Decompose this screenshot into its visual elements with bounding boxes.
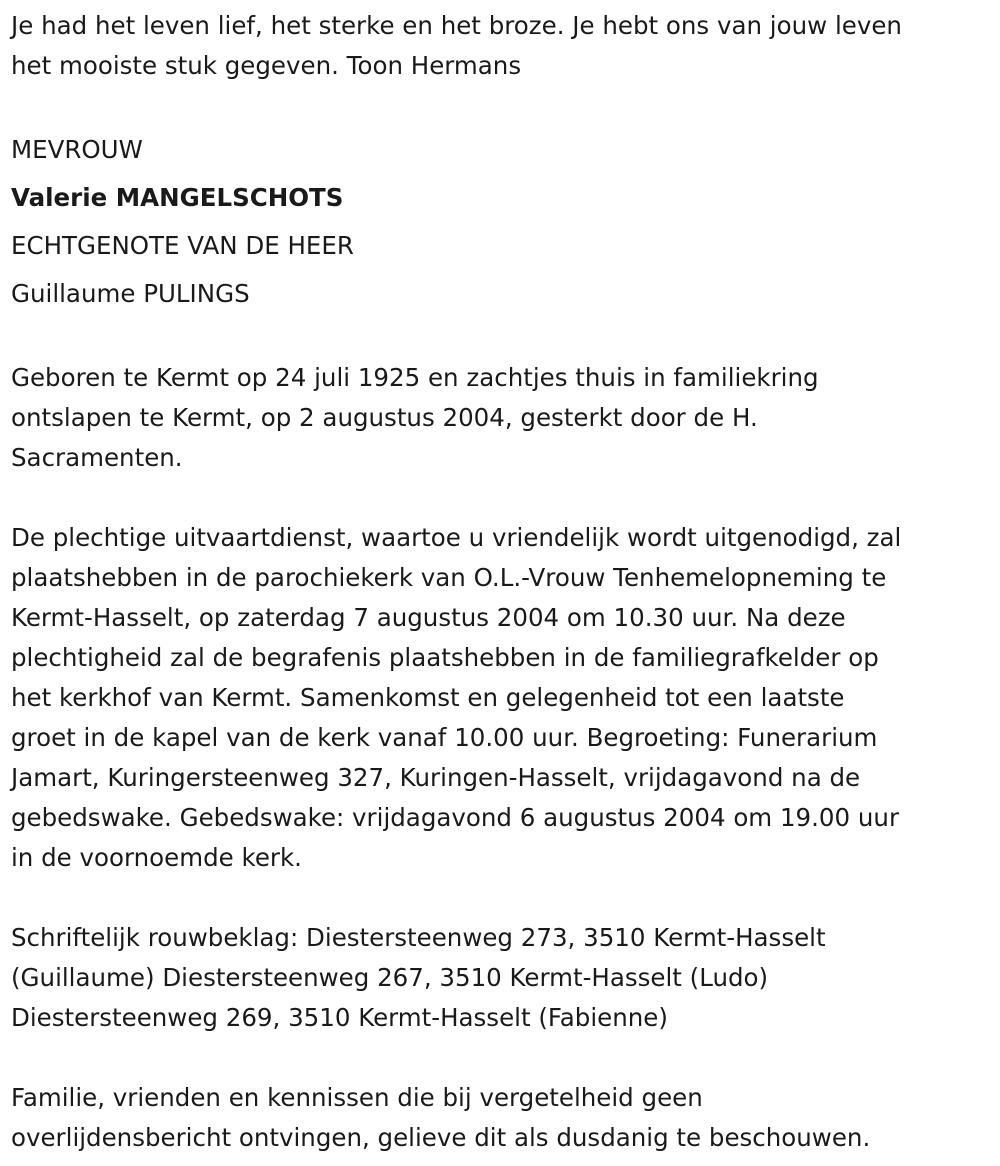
paragraph-spacer — [11, 86, 986, 126]
condolences-paragraph — [11, 918, 986, 1038]
quote-paragraph — [11, 6, 986, 86]
deceased-relation: ECHTGENOTE VAN DE HEER — [11, 231, 354, 260]
closing-line: overlijdensbericht ontvingen, gelieve dit als dusdanig te beschouwen. — [11, 1123, 871, 1152]
birth-death-line: Sacramenten. — [11, 443, 183, 472]
deceased-title: MEVROUW — [11, 135, 143, 164]
condolences-line: Schriftelijk rouwbeklag: Diestersteenweg 273, 3510 Kermt-Hasselt — [11, 923, 826, 952]
birth-death-line: ontslapen te Kermt, op 2 augustus 2004, gesterkt door de H. — [11, 403, 758, 432]
funeral-line: De plechtige uitvaartdienst, waartoe u vriendelijk wordt uitgenodigd, zal — [11, 523, 902, 552]
funeral-line: groet in de kapel van de kerk vanaf 10.00 uur. Begroeting: Funerarium — [11, 723, 878, 752]
condolences-line: (Guillaume) Diestersteenweg 267, 3510 Kermt-Hasselt (Ludo) — [11, 963, 769, 992]
closing-line: Familie, vrienden en kennissen die bij vergetelheid geen — [11, 1083, 703, 1112]
closing-paragraph — [11, 1078, 986, 1158]
condolences-line: Diestersteenweg 269, 3510 Kermt-Hasselt (Fabienne) — [11, 1003, 668, 1032]
funeral-line: het kerkhof van Kermt. Samenkomst en gelegenheid tot een laatste — [11, 683, 845, 712]
paragraph-spacer — [11, 1038, 986, 1078]
funeral-line: Jamart, Kuringersteenweg 327, Kuringen-Hasselt, vrijdagavond na de — [11, 763, 861, 792]
funeral-paragraph — [11, 518, 986, 878]
paragraph-spacer — [11, 318, 986, 358]
funeral-line: plaatshebben in de parochiekerk van O.L.-Vrouw Tenhemelopneming te — [11, 563, 887, 592]
funeral-line: Kermt-Hasselt, op zaterdag 7 augustus 2004 om 10.30 uur. Na deze — [11, 603, 846, 632]
quote-line: Je had het leven lief, het sterke en het broze. Je hebt ons van jouw leven — [11, 11, 902, 40]
funeral-line: plechtigheid zal de begrafenis plaatshebben in de familiegrafkelder op — [11, 643, 879, 672]
quote-line: het mooiste stuk gegeven. Toon Hermans — [11, 51, 522, 80]
birth-death-paragraph — [11, 358, 986, 478]
spouse-name: Guillaume PULINGS — [11, 279, 250, 308]
funeral-line: gebedswake. Gebedswake: vrijdagavond 6 augustus 2004 om 19.00 uur — [11, 803, 900, 832]
funeral-line: in de voornoemde kerk. — [11, 843, 302, 872]
birth-death-line: Geboren te Kermt op 24 juli 1925 en zachtjes thuis in familiekring — [11, 363, 819, 392]
paragraph-spacer — [11, 878, 986, 918]
paragraph-spacer — [11, 478, 986, 518]
deceased-block — [11, 126, 986, 318]
deceased-name: Valerie MANGELSCHOTS — [11, 183, 344, 212]
